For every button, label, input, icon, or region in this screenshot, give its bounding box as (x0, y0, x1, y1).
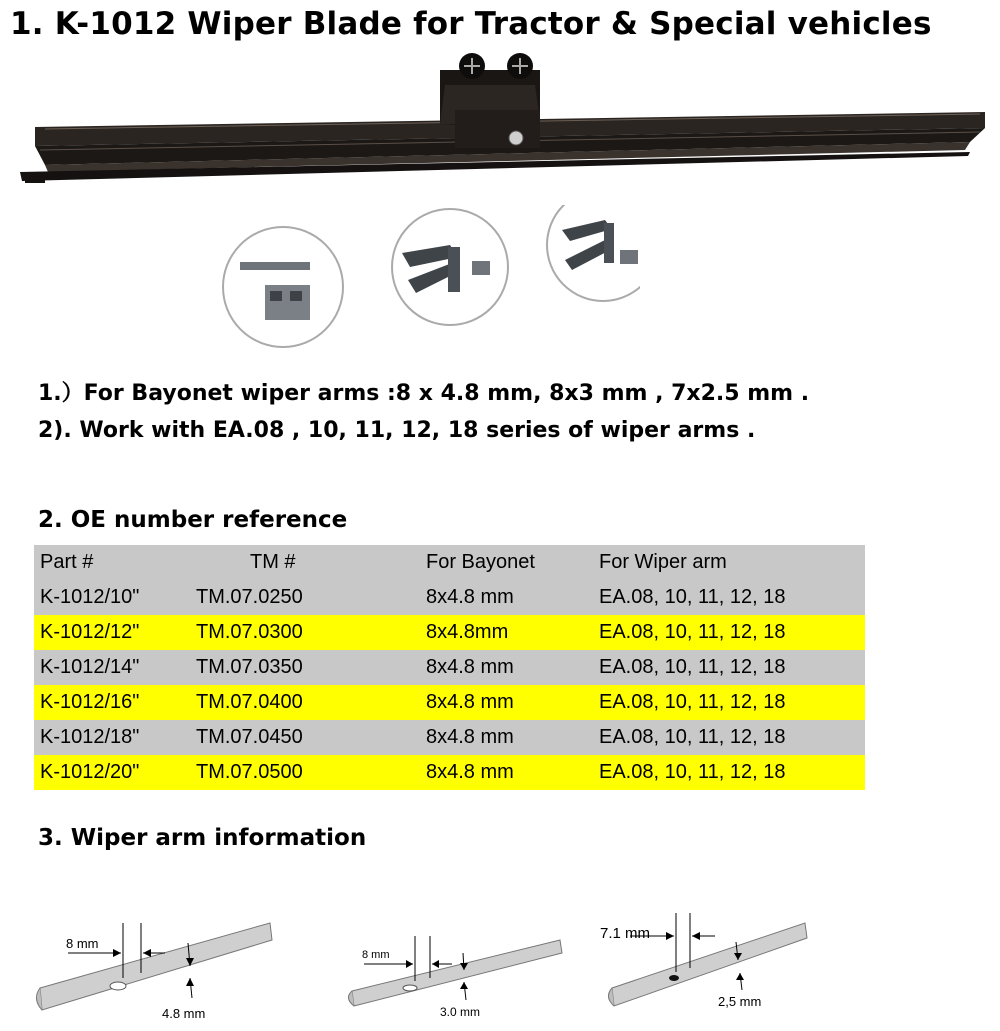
table-header-row (34, 545, 865, 580)
table-row (34, 580, 865, 615)
cell-part: K-1012/14" (40, 656, 140, 678)
wiper-blade-image (0, 50, 1000, 200)
cell-bayonet: 8x4.8 mm (426, 691, 514, 713)
feature-series: 2). Work with EA.08 , 10, 11, 12, 18 series of wiper arms . (38, 418, 756, 443)
arm-section-heading: 3. Wiper arm information (38, 825, 367, 851)
cell-tm: TM.07.0500 (196, 761, 303, 783)
cell-tm: TM.07.0450 (196, 726, 303, 748)
cell-tm: TM.07.0400 (196, 691, 303, 713)
oe-section-heading: 2. OE number reference (38, 507, 348, 533)
cell-wiper-arm: EA.08, 10, 11, 12, 18 (599, 656, 786, 678)
diagram-1-width-label: 8 mm (66, 936, 99, 951)
oe-reference-table (34, 545, 865, 790)
cell-wiper-arm: EA.08, 10, 11, 12, 18 (599, 726, 786, 748)
adapter-circle-2 (392, 209, 508, 325)
cell-part: K-1012/16" (40, 691, 140, 713)
cell-part: K-1012/18" (40, 726, 140, 748)
wiper-arm-diagram-2 (330, 878, 580, 1031)
table-row (34, 720, 865, 755)
cell-bayonet: 8x4.8 mm (426, 726, 514, 748)
cell-wiper-arm: EA.08, 10, 11, 12, 18 (599, 586, 786, 608)
diagram-3-width-label: 7.1 mm (600, 925, 651, 942)
cell-part: K-1012/12" (40, 621, 140, 643)
cell-wiper-arm: EA.08, 10, 11, 12, 18 (599, 761, 786, 783)
cell-part: K-1012/10" (40, 586, 140, 608)
table-row (34, 650, 865, 685)
cell-wiper-arm: EA.08, 10, 11, 12, 18 (599, 621, 786, 643)
page-title: 1. K-1012 Wiper Blade for Tractor & Special vehicles (10, 6, 932, 42)
column-header-bayonet: For Bayonet (426, 551, 535, 573)
cell-tm: TM.07.0350 (196, 656, 303, 678)
wiper-arm-diagram-1 (20, 878, 310, 1031)
adapter-circle-3 (547, 205, 640, 301)
diagram-2-thickness-label: 3.0 mm (440, 1005, 481, 1019)
wiper-arm-diagram-3 (590, 878, 820, 1031)
cell-bayonet: 8x4.8 mm (426, 586, 514, 608)
diagram-3-thickness-label: 2,5 mm (718, 994, 762, 1009)
cell-wiper-arm: EA.08, 10, 11, 12, 18 (599, 691, 786, 713)
diagram-1-thickness-label: 4.8 mm (162, 1006, 206, 1021)
adapter-images (220, 205, 640, 355)
cell-tm: TM.07.0250 (196, 586, 303, 608)
cell-tm: TM.07.0300 (196, 621, 303, 643)
cell-bayonet: 8x4.8 mm (426, 656, 514, 678)
table-row (34, 755, 865, 790)
column-header-wiper-arm: For Wiper arm (599, 551, 727, 573)
cell-part: K-1012/20" (40, 761, 140, 783)
column-header-tm: TM # (250, 551, 296, 573)
adapter-circle-1 (223, 227, 343, 347)
feature-bayonet: 1.）For Bayonet wiper arms :8 x 4.8 mm, 8x3 mm , 7x2.5 mm . (38, 381, 810, 406)
diagram-2-width-label: 8 mm (362, 949, 390, 961)
cell-bayonet: 8x4.8 mm (426, 761, 514, 783)
table-row (34, 615, 865, 650)
cell-bayonet: 8x4.8mm (426, 621, 509, 643)
table-row (34, 685, 865, 720)
column-header-part: Part # (40, 551, 94, 573)
